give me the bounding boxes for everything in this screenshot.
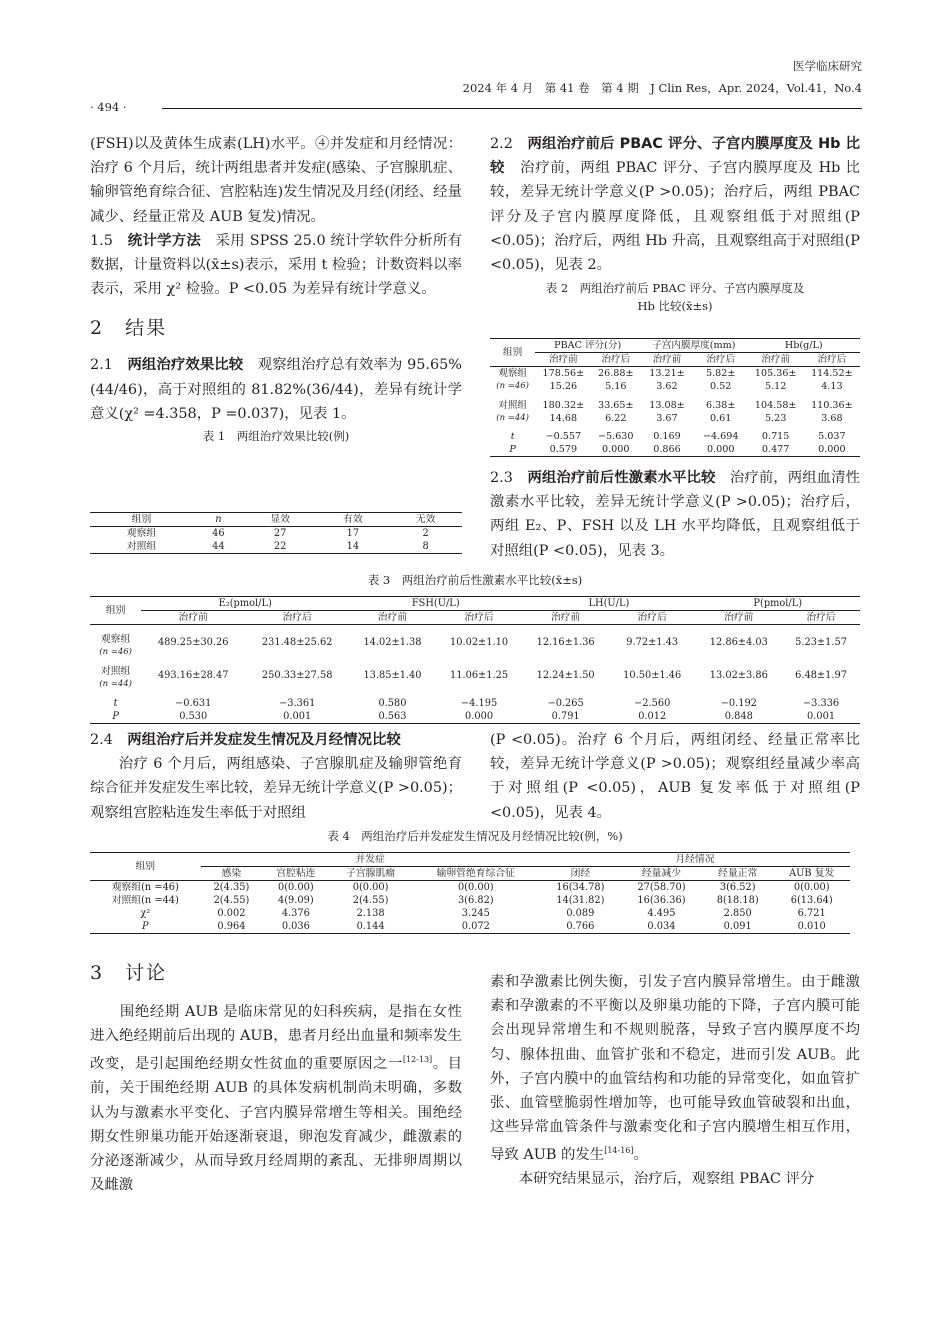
page-number: · 494 · bbox=[90, 100, 127, 114]
section-1-5-title: 统计学方法 bbox=[127, 232, 202, 249]
right-column-top bbox=[490, 132, 860, 314]
table-subheader-row: 治疗前 治疗后 治疗前 治疗后 治疗前 治疗后 治疗前 治疗后 bbox=[90, 611, 860, 625]
table-row: (n =46) 15.26 5.16 3.62 0.52 5.12 4.13 bbox=[496, 381, 843, 392]
table-header-row: 组别 n 显效 有效 无效 bbox=[90, 513, 462, 527]
table-row: P 0.579 0.000 0.866 0.000 0.477 0.000 bbox=[490, 443, 860, 457]
section-3-title: 3 讨论 bbox=[90, 962, 168, 984]
left-column-top bbox=[90, 132, 462, 444]
section-2-4-left bbox=[90, 728, 462, 825]
table-row: 观察组(n =46) 2(4.35) 0(0.00) 0(0.00) 0(0.00) 16(34.78) 27(58.70) 3(6.52) 0(0.00) bbox=[111, 882, 830, 893]
table-header-row: 组别 E₂(pmol/L) FSH(U/L) LH(U/L) P(pmol/L) bbox=[90, 597, 860, 611]
table4 bbox=[90, 852, 850, 934]
table-row: 对照组 180.32± 33.65± 13.08± 6.38± 104.58± 110.36± bbox=[498, 400, 853, 411]
table-row: t −0.631 −3.361 0.580 −4.195 −0.265 −2.560 −0.192 −3.336 bbox=[113, 698, 840, 709]
section-2-3-title: 两组治疗前后性激素水平比较 bbox=[527, 470, 716, 486]
section-2-4-title: 两组治疗后并发症发生情况及月经情况比较 bbox=[127, 732, 401, 748]
section-2-3-block bbox=[490, 466, 860, 563]
section-3-right bbox=[490, 970, 860, 1192]
section-2-1: 2.1 两组治疗效果比较 观察组治疗总有效率为 95.65%(44/46)，高于对照组的 81.82%(36/44)，差异有统计学意义(χ² =4.358，P =0.037)，见表 1。 bbox=[90, 357, 462, 422]
discussion-paragraph-right: 素和孕激素比例失衡，引发子宫内膜异常增生。由于雌激素和孕激素的不平衡以及卵巢功能的下降，子宫内膜可能会出现异常增生和不规则脱落，导致子宫内膜厚度不均匀、腺体扭曲、血管扩张和不稳定，进而引发 AUB。此外，子宫内膜中的血管结构和功能的异常变化，如血管扩张、血管壁脆弱性增加等，也可能导致血管破裂和出血，这些异常血管条件与激素变化和子宫内膜增生相互作用，导致 AUB 的发生[14-16]。 bbox=[490, 974, 860, 1164]
section-2-4-right bbox=[490, 728, 860, 825]
section-2-2: 2.2 两组治疗前后 PBAC 评分、子宫内膜厚度及 Hb 比较 治疗前，两组 PBAC 评分、子宫内膜厚度及 Hb 比较，差异无统计学意义(P >0.05)；治疗后，两组 PBAC 评分及子宫内膜厚度降低，且观察组低于对照组(P <0.05)；治疗后，两组 Hb 升高，且观察组高于对照组(P <0.05)，见表 2。 bbox=[490, 136, 860, 274]
header-rule bbox=[162, 108, 862, 109]
table-header-row: 组别 PBAC 评分(分) 子宫内膜厚度(mm) Hb(g/L) bbox=[490, 339, 860, 353]
table1 bbox=[90, 512, 462, 554]
issue-line: 2024 年 4 月 第 41 卷 第 4 期 J Clin Res，Apr. 2024，Vol.41，No.4 bbox=[462, 81, 862, 95]
section-2-3: 2.3 两组治疗前后性激素水平比较 治疗前，两组血清性激素水平比较，差异无统计学意义(P >0.05)；治疗后，两组 E₂、P、FSH 以及 LH 水平均降低，且观察组低于对照组(P <0.05)，见表 3。 bbox=[490, 470, 860, 559]
table1-caption: 表 1 两组治疗效果比较(例) bbox=[202, 429, 350, 444]
table3-caption: 表 3 两组治疗前后性激素水平比较(x̄±s) bbox=[367, 573, 583, 587]
table-row: 观察组 46 27 17 2 bbox=[126, 528, 429, 539]
table2-caption-line1: 表 2 两组治疗前后 PBAC 评分、子宫内膜厚度及 bbox=[545, 281, 805, 296]
table2 bbox=[490, 338, 860, 457]
table-subheader-row: 感染 宫腔粘连 子宫腺肌瘤 输卵管绝育综合征 闭经 经量减少 经量正常 AUB 复发 bbox=[90, 867, 850, 881]
table-row: 观察组 (n =46) 489.25±30.26 231.48±25.62 14.02±1.38 10.02±1.10 12.16±1.36 9.72±1.43 12.86±4.03 5.23±1.57 bbox=[99, 634, 847, 657]
table-header-row: 组别 并发症 月经情况 bbox=[90, 853, 850, 867]
section-2-4-text-right: (P <0.05)。治疗 6 个月后，两组闭经、经量正常率比较，差异无统计学意义(P >0.05)；观察组经量减少率高于对照组(P <0.05)，AUB 复发率低于对照组(P <0.05)，见表 4。 bbox=[490, 732, 860, 821]
table2-caption-line2: Hb 比较(x̄±s) bbox=[637, 299, 713, 314]
table-row: χ² 0.002 4.376 2.138 3.245 0.089 4.495 2.850 6.721 bbox=[140, 908, 826, 919]
table-subheader-row: 治疗前 治疗后 治疗前 治疗后 治疗前 治疗后 bbox=[490, 353, 860, 367]
table-row: 对照组 44 22 14 8 bbox=[90, 540, 462, 554]
table3 bbox=[90, 596, 860, 724]
table-row: 对照组(n =44) 2(4.55) 4(9.09) 2(4.55) 3(6.82) 14(31.82) 16(36.36) 8(18.18) 6(13.64) bbox=[111, 895, 833, 906]
discussion-paragraph-right-2: 本研究结果显示，治疗后，观察组 PBAC 评分 bbox=[490, 1171, 815, 1188]
section-2-4-heading: 2.4 两组治疗后并发症发生情况及月经情况比较 bbox=[90, 732, 401, 748]
section-2-4-text-left: 治疗 6 个月后，两组感染、子宫腺肌症及输卵管绝育综合征并发症发生率比较，差异无统计学意义(P >0.05)；观察组宫腔粘连发生率低于对照组 bbox=[90, 756, 462, 821]
section-3-left bbox=[90, 960, 462, 1197]
journal-name: 医学临床研究 bbox=[793, 59, 862, 73]
table-row: (n =44) 14.68 6.22 3.67 0.61 5.23 3.68 bbox=[496, 413, 843, 424]
table-row: P 0.530 0.001 0.563 0.000 0.791 0.012 0.848 0.001 bbox=[90, 710, 860, 724]
method-paragraph: (FSH)以及黄体生成素(LH)水平。④并发症和月经情况：治疗 6 个月后，统计两组患者并发症(感染、子宫腺肌症、输卵管绝育综合征、宫腔粘连)发生情况及月经(闭经、经量减少、经量正常及 AUB 复发)情况。 bbox=[90, 136, 462, 225]
section-2-2-title: 两组治疗前后 PBAC 评分、子宫内膜厚度及 Hb 比较 bbox=[490, 136, 860, 177]
section-2-1-title: 两组治疗效果比较 bbox=[127, 357, 244, 374]
table4-caption: 表 4 两组治疗后并发症发生情况及月经情况比较(例，%) bbox=[327, 829, 623, 843]
table-row: P 0.964 0.036 0.144 0.072 0.766 0.034 0.091 0.010 bbox=[90, 920, 850, 934]
table-row: 对照组 (n =44) 493.16±28.47 250.33±27.58 13.85±1.40 11.06±1.25 12.24±1.50 10.50±1.46 13.02±3.86 6.48±1.97 bbox=[99, 666, 847, 689]
section-1-5: 1.5 统计学方法 采用 SPSS 25.0 统计学软件分析所有数据，计量资料以(x̄±s)表示，采用 t 检验；计数资料以率表示，采用 χ² 检验。P <0.05 为差异有统计学意义。 bbox=[90, 232, 462, 298]
table-row: 观察组 178.56± 26.88± 13.21± 5.82± 105.36± 114.52± bbox=[498, 368, 853, 379]
discussion-paragraph-left: 围绝经期 AUB 是临床常见的妇科疾病，是指在女性进入绝经期前后出现的 AUB，患者月经出血量和频率发生改变，是引起围绝经期女性贫血的重要原因之一[12-13]。目前，关于围绝经期 AUB 的具体发病机制尚未明确，多数认为与激素水平变化、子宫内膜异常增生等相关。围绝经期女性卵巢功能开始逐渐衰退，卵泡发育减少，雌激素的分泌逐渐减少，从而导致月经周期的紊乱、无排卵周期以及雌激 bbox=[90, 1004, 462, 1194]
table-row: t −0.557 −5.630 0.169 −4.694 0.715 5.037 bbox=[510, 431, 846, 442]
section-2-title: 2 结果 bbox=[90, 317, 168, 340]
